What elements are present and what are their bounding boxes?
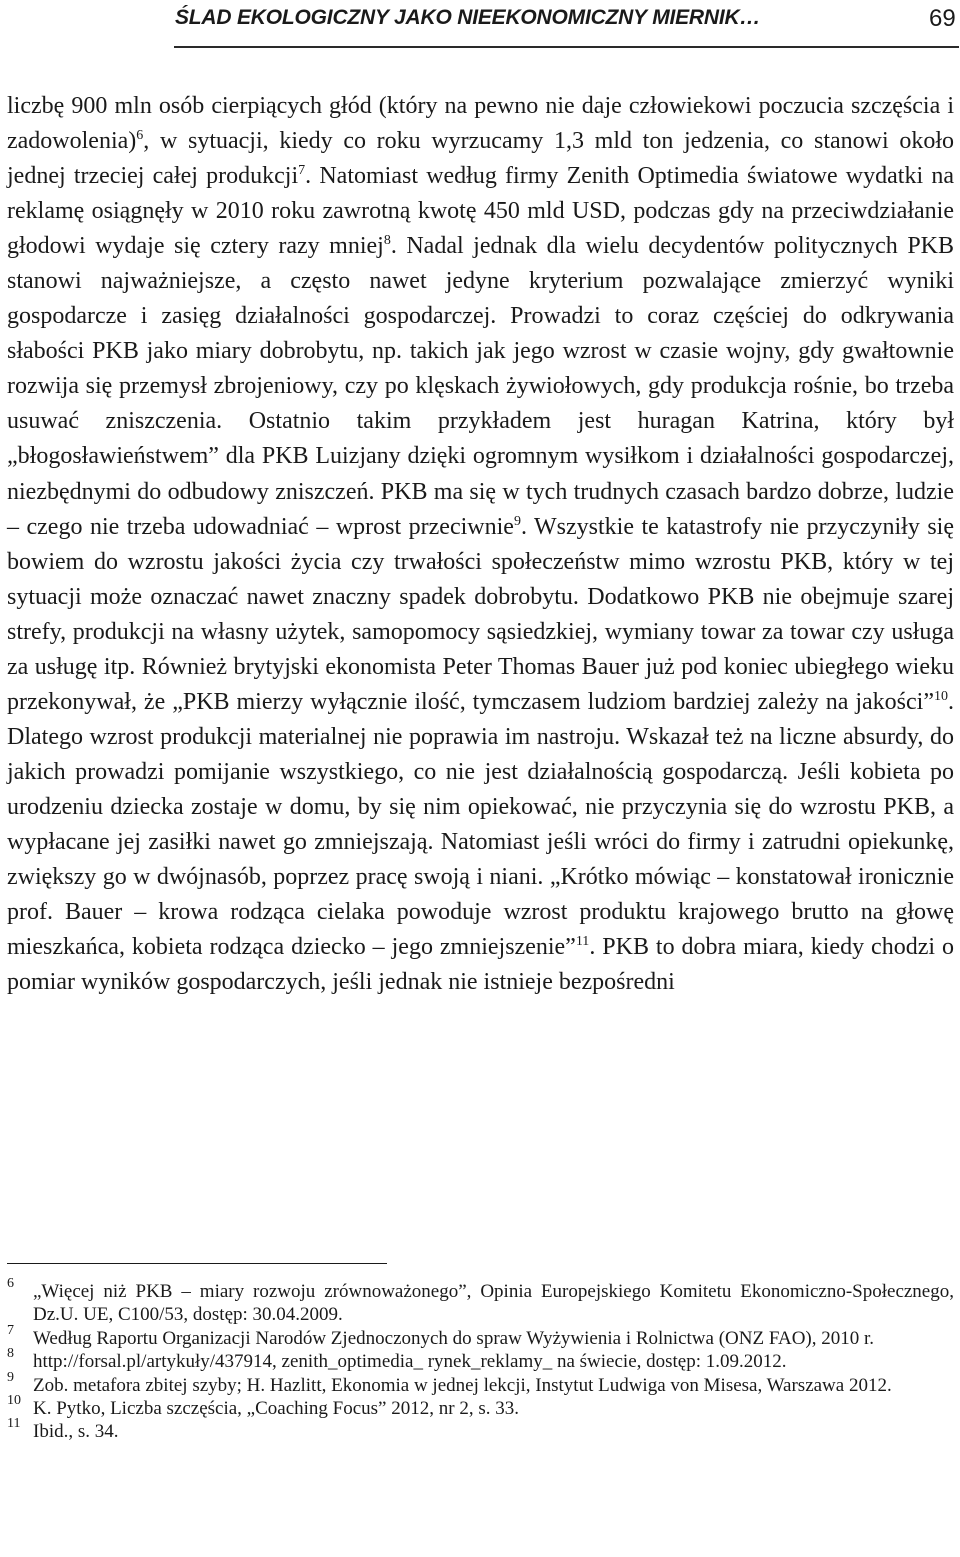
text-span: . Natomiast według firmy Zenith Optimedia światowe wydatki na reklamę osiągnęły w 2010 roku zawrotną kwotę 450 mld USD, podczas gdy na przeciwdziałanie głodowi wydaje się cztery razy mniej <box>7 163 954 260</box>
footnote-text: „Więcej niż PKB – miary rozwoju zrównoważonego”, Opinia Europejskiego Komitetu Ekonomiczno-Społecznego, Dz.U. UE, C100/53, dostęp: 30.04.2009. <box>33 1281 954 1326</box>
footnote-ref: 6 <box>136 128 144 144</box>
footnote-ref: 11 <box>575 934 590 950</box>
footnote-number: 10 <box>7 1393 21 1409</box>
footnote-text: Zob. metafora zbitej szyby; H. Hazlitt, Ekonomia w jednej lekcji, Instytut Ludwiga von Misesa, Warszawa 2012. <box>33 1374 892 1396</box>
footnote <box>7 1369 954 1397</box>
footnote-ref: 8 <box>383 233 391 249</box>
footnote-ref: 9 <box>513 513 521 529</box>
footnote-number: 7 <box>7 1322 14 1338</box>
body-paragraph <box>7 89 954 1000</box>
main-text <box>7 89 954 1000</box>
footnote <box>7 1416 954 1443</box>
footnote-separator <box>7 1263 387 1264</box>
footnote-text: K. Pytko, Liczba szczęścia, „Coaching Focus” 2012, nr 2, s. 33. <box>33 1398 519 1420</box>
footnotes <box>7 1276 954 1444</box>
footnote-number: 8 <box>7 1346 14 1362</box>
footnote-ref: 7 <box>298 163 306 179</box>
header-rule <box>174 46 959 48</box>
text-span: liczbę 900 mln osób cierpiących głód (który na pewno nie daje człowiekowi poczucia szczęścia i zadowolenia) <box>7 93 954 155</box>
footnote <box>7 1393 954 1420</box>
footnote-text: Ibid., s. 34. <box>33 1421 119 1443</box>
text-span: . PKB to dobra miara, kiedy chodzi o pomiar wyników gospodarczych, jeśli jednak nie istnieje bezpośredni <box>7 934 954 996</box>
footnote-number: 6 <box>7 1276 14 1291</box>
text-span: . Dlatego wzrost produkcji materialnej nie poprawia im nastroju. Wskazał też na liczne absurdy, do jakich prowadzi pomijanie wszystkiego, co nie jest działalnością gospodarczą. Jeśli kobieta po urodzeniu dziecka zostaje w domu, by się nim opiekować, nie przyczynia się do wzrostu PKB, a wypłacane jej zasiłki nawet go zmniejszają. Natomiast jeśli wróci do firmy i zatrudni opiekunkę, zwiększy go w dwójnasób, poprzez pracę swoją i niani. „Krótko mówiąc – konstatował ironicznie prof. Bauer – krowa rodząca cielaka powoduje wzrost produktu krajowego brutto na głowę mieszkańca, kobieta rodząca dziecko – jego zmniejszenie” <box>7 688 954 961</box>
text-span: . Nadal jednak dla wielu decydentów politycznych PKB stanowi najważniejsze, a często nawet jedyne kryterium pozwalające zmierzyć wyniki gospodarcze i zasięg działalności gospodarczej. Prowadzi to coraz częściej do odkrywania słabości PKB jako miary dobrobytu, np. takich jak jego wzrost w czasie wojny, gdy gwałtownie rozwija się przemysł zbrojeniowy, czy po klęskach żywiołowych, gdy produkcja rośnie, bo trzeba usuwać zniszczenia. Ostatnio takim przykładem jest huragan Katrina, który był „błogosławieństwem” dla PKB Luizjany dzięki ogromnym wysiłkom i działalności gospodarczej, niezbędnymi do odbudowy zniszczeń. PKB ma się w tych trudnych czasach bardzo dobrze, ludzie – czego nie trzeba udowadniać – wprost przeciwnie <box>7 233 955 540</box>
footnote <box>7 1346 954 1373</box>
footnote-number: 11 <box>7 1416 21 1432</box>
running-title: ŚLAD EKOLOGICZNY JAKO NIEEKONOMICZNY MIERNIK… <box>175 6 761 29</box>
footnote-text: Według Raportu Organizacji Narodów Zjednoczonych do spraw Wyżywienia i Rolnictwa (ONZ FAO), 2010 r. <box>33 1327 875 1349</box>
text-span: . Wszystkie te katastrofy nie przyczyniły się bowiem do wzrostu jakości życia czy trwałości społeczeństw mimo wzrostu PKB, który w tej sytuacji może oznaczać nawet znaczny spadek dobrobytu. Dodatkowo PKB nie obejmuje szarej strefy, produkcji na własny użytek, samopomocy sąsiedzkiej, wymiany towar za towar czy usługa za usługę itp. Również brytyjski ekonomista Peter Thomas Bauer już pod koniec ubiegłego wieku przekonywał, że „PKB mierzy wyłącznie ilość, tymczasem ludziom bardziej zależy na jakości” <box>7 513 955 715</box>
page-number: 69 <box>929 5 956 32</box>
text-span: , w sytuacji, kiedy co roku wyrzucamy 1,3 mld ton jedzenia, co stanowi około jednej trzeciej całej produkcji <box>7 128 954 190</box>
footnote <box>7 1322 954 1350</box>
footnote <box>7 1276 954 1327</box>
footnote-ref: 10 <box>934 688 948 704</box>
footnote-number: 9 <box>7 1369 14 1385</box>
footnote-text: http://forsal.pl/artykuły/437914, zenith_optimedia_ rynek_reklamy_ na świecie, dostęp: 1.09.2012. <box>33 1351 787 1373</box>
page-header <box>0 0 960 50</box>
